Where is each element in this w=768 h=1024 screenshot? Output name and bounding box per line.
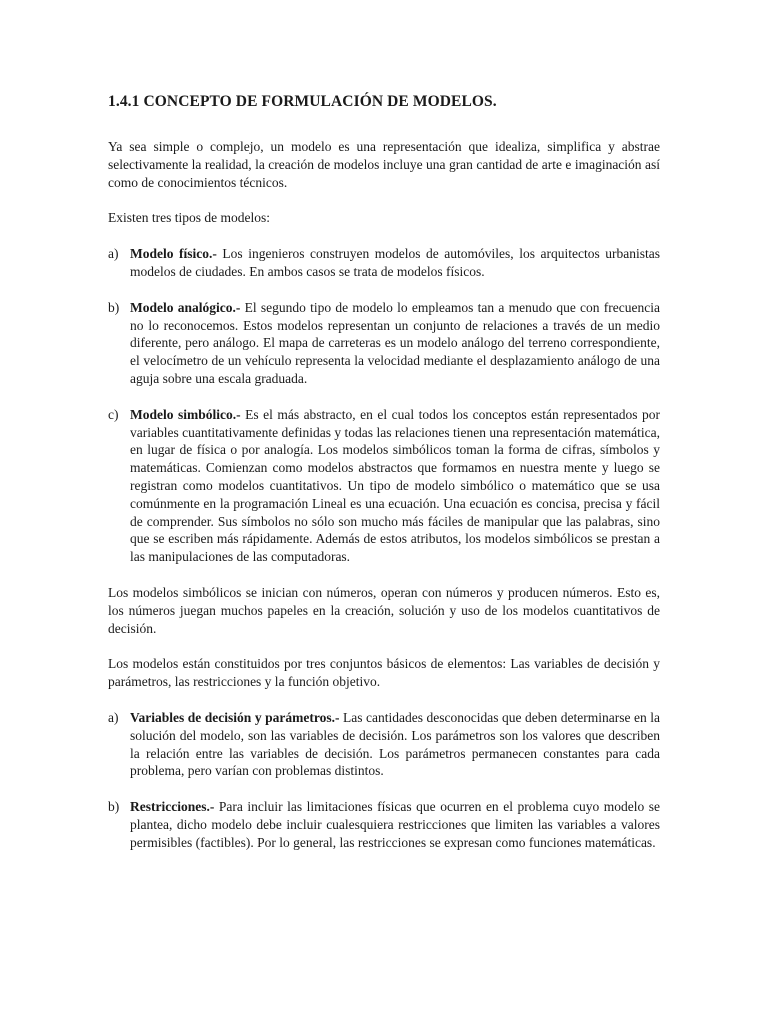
types-intro: Existen tres tipos de modelos: bbox=[108, 210, 270, 226]
decision-variables-text: Las cantidades desconocidas que deben determinarse en la solución del modelo, son las variables de decisión. Los parámetros son los valores que describen la relación entre las variables de decisión. Los parámetros permanecen constantes para cada problema, pero varían con problemas distintos. bbox=[130, 709, 660, 779]
list-item-analog-model bbox=[108, 299, 660, 388]
term-decision-variables: Variables de decisión y parámetros.- bbox=[130, 709, 340, 725]
term-symbolic-model: Modelo simbólico.- bbox=[130, 406, 241, 422]
list-marker: a) bbox=[108, 709, 119, 725]
list-marker: b) bbox=[108, 299, 120, 315]
list-item-restrictions bbox=[108, 798, 660, 851]
list-item-decision-variables bbox=[108, 709, 660, 780]
list-item-symbolic-model bbox=[108, 406, 660, 566]
symbolic-model-text: Es el más abstracto, en el cual todos los conceptos están representados por variables cuantitativamente definidas y todas las relaciones tienen una representación matemática, en lugar de física o por analogía. Los modelos simbólicos toman la forma de cifras, símbolos y matemáticas. Comienzan como modelos abstractos que formamos en nuestra mente y luego se registran como modelos cuantitativos. Un tipo de modelo simbólico o matemático que se usa comúnmente en la programación Lineal es una ecuación. Una ecuación es concisa, precisa y fácil de comprender. Sus símbolos no sólo son mucho más fáciles de manipular que las palabras, sino que se escriben más rápidamente. Además de estos atributos, los modelos simbólicos se prestan a las manipulaciones de las computadoras. bbox=[130, 406, 660, 565]
list-item-physical-model bbox=[108, 245, 660, 281]
restrictions-text: Para incluir las limitaciones físicas que ocurren en el problema cuyo modelo se plantea, dicho modelo debe incluir cualesquiera restricciones que limiten las variables a valores permisibles (factibles). Por lo general, las restricciones se expresan como funciones matemáticas. bbox=[130, 799, 660, 850]
term-restrictions: Restricciones.- bbox=[130, 799, 215, 815]
list-marker: b) bbox=[108, 799, 120, 815]
intro-paragraph: Ya sea simple o complejo, un modelo es una representación que idealiza, simplifica y abstrae selectivamente la realidad, la creación de modelos incluye una gran cantidad de arte e imaginación así como de conocimientos técnicos. bbox=[108, 139, 660, 190]
term-analog-model: Modelo analógico.- bbox=[130, 299, 241, 315]
list-marker: a) bbox=[108, 246, 119, 262]
section-heading: 1.4.1 CONCEPTO DE FORMULACIÓN DE MODELOS. bbox=[108, 93, 497, 110]
elements-intro: Los modelos están constituidos por tres conjuntos básicos de elementos: Las variables de decisión y parámetros, las restricciones y la función objetivo. bbox=[108, 656, 660, 690]
symbolic-paragraph: Los modelos simbólicos se inician con números, operan con números y producen números. Esto es, los números juegan muchos papeles en la creación, solución y uso de los modelos cuantitativos de decisión. bbox=[108, 584, 660, 636]
analog-model-text: El segundo tipo de modelo lo empleamos tan a menudo que con frecuencia no lo reconocemos. Estos modelos representan un conjunto de relaciones a través de un medio diferente, pero análogo. El mapa de carreteras es un modelo análogo del terreno correspondiente, el velocímetro de un vehículo representa la velocidad mediante el desplazamiento análogo de una aguja sobre una escala graduada. bbox=[130, 299, 660, 386]
physical-model-text: Los ingenieros construyen modelos de automóviles, los arquitectos urbanistas modelos de ciudades. En ambos casos se trata de modelos físicos. bbox=[130, 246, 660, 279]
term-physical-model: Modelo físico.- bbox=[130, 246, 217, 262]
list-marker: c) bbox=[108, 406, 119, 422]
